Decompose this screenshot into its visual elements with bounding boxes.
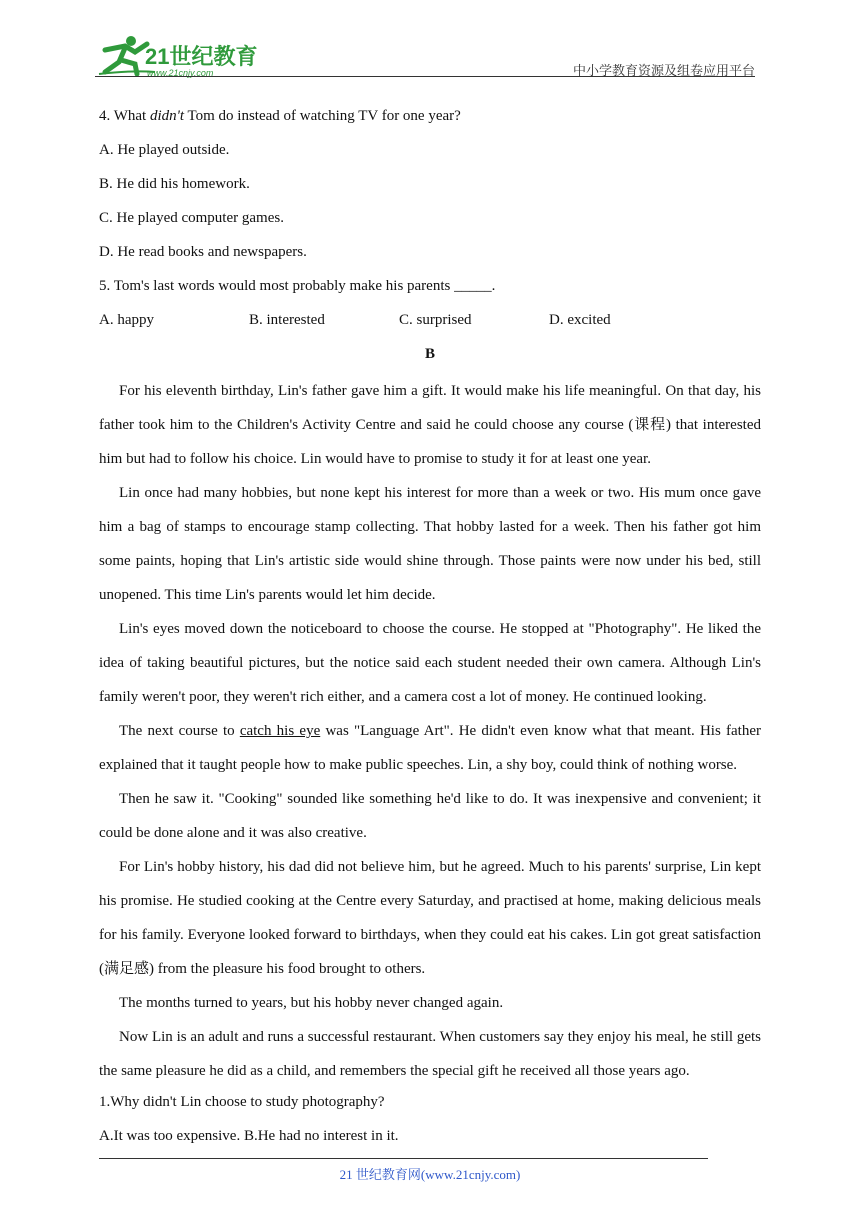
passage-paragraph-6: For Lin's hobby history, his dad did not believe him, but he agreed. Much to his parents' surprise, Lin kept his promise. He studied cooking at the Centre every Saturday, and practised at home, making delicious meals for his family. Everyone looked forward to birthdays, when they could eat his cakes. Lin got great satisfaction (满足感) from the pleasure his food brought to others.	[99, 859, 761, 977]
q5-option-a: A. happy	[99, 312, 154, 328]
header-platform-text: 中小学教育资源及组卷应用平台	[572, 64, 755, 79]
document-body	[99, 102, 761, 1156]
passage-paragraph-3: Lin's eyes moved down the noticeboard to choose the course. He stopped at "Photography". He liked the idea of taking beautiful pictures, but the notice said each student needed their own camera. Although Lin's family weren't poor, they weren't rich either, and a camera cost a lot of money. He continued looking.	[99, 621, 761, 705]
footer-site-text: 21 世纪教育网(www.21cnjy.com)	[339, 1167, 521, 1182]
passage-paragraph-4: The next course to catch his eye was "Language Art". He didn't even know what that meant. His father explained that it taught people how to make public speeches. Lin, a shy boy, could think of nothing worse.	[99, 723, 761, 773]
passage-paragraph-8: Now Lin is an adult and runs a successful restaurant. When customers say they enjoy his meal, he still gets the same pleasure he did as a child, and remembers the special gift he received all those years ago.	[99, 1029, 761, 1079]
q5-stem: 5. Tom's last words would most probably make his parents _____.	[99, 278, 496, 294]
logo	[95, 34, 265, 78]
runner-logo-icon	[95, 34, 265, 78]
q4-stem: 4. What didn't Tom do instead of watching TV for one year?	[99, 108, 461, 124]
passage-paragraph-7: The months turned to years, but his hobby never changed again.	[119, 995, 504, 1011]
q4-option-a: A. He played outside.	[99, 142, 230, 158]
q5-option-b: B. interested	[249, 312, 325, 328]
passage-paragraph-1: For his eleventh birthday, Lin's father gave him a gift. It would make his life meaningful. On that day, his father took him to the Children's Activity Centre and said he could choose any course (课程) that interested him but had to follow his choice. Lin would have to promise to study it for at least one year.	[99, 383, 761, 467]
header-divider	[95, 76, 755, 77]
logo-url-text: www.21cnjy.com	[147, 68, 214, 78]
b-q1-stem: 1.Why didn't Lin choose to study photography?	[99, 1094, 385, 1110]
underlined-phrase: catch his eye	[239, 723, 321, 739]
page-header	[95, 34, 755, 80]
q4-option-d: D. He read books and newspapers.	[99, 244, 307, 260]
q5-options	[99, 306, 761, 340]
q4-option-c: C. He played computer games.	[99, 210, 284, 226]
passage-paragraph-2: Lin once had many hobbies, but none kept his interest for more than a week or two. His mum once gave him a bag of stamps to encourage stamp collecting. That hobby lasted for a week. Then his father got him some paints, hoping that Lin's artistic side would shine through. Those paints were now under his bed, still unopened. This time Lin's parents would let him decide.	[99, 485, 761, 603]
q4-option-b: B. He did his homework.	[99, 176, 250, 192]
footer-divider	[99, 1158, 708, 1159]
passage-paragraph-5: Then he saw it. "Cooking" sounded like something he'd like to do. It was inexpensive and convenient; it could be done alone and it was also creative.	[99, 791, 761, 841]
q5-option-d: D. excited	[549, 312, 611, 328]
section-b-title: B	[424, 346, 435, 362]
logo-brand-text: 21世纪教育	[145, 44, 258, 69]
b-q1-options: A.It was too expensive. B.He had no interest in it.	[99, 1128, 399, 1144]
q5-option-c: C. surprised	[399, 312, 472, 328]
